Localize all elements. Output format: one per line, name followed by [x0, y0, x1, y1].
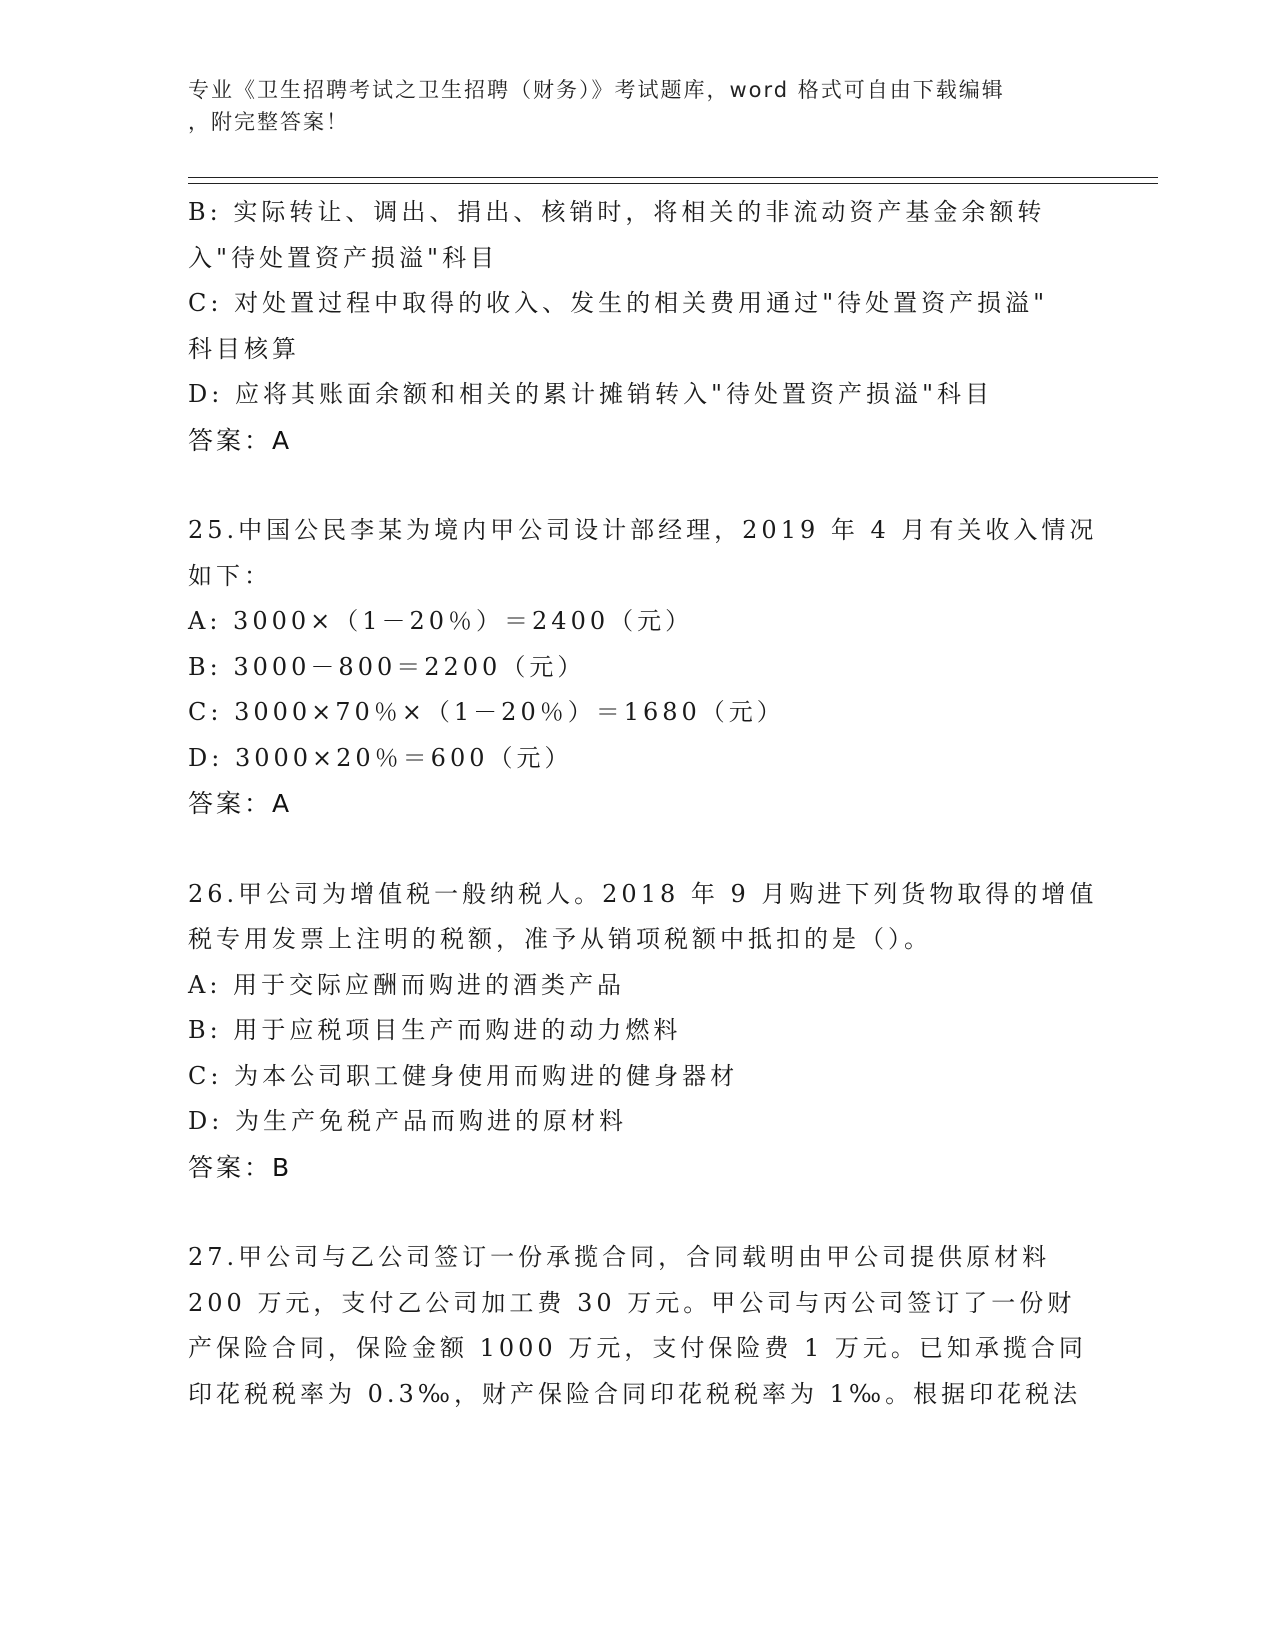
- q27-stem-line-1: 27.甲公司与乙公司签订一份承揽合同，合同载明由甲公司提供原材料: [188, 1243, 1051, 1271]
- header-divider-bottom: [188, 183, 1158, 184]
- q26-option-c: C: 为本公司职工健身使用而购进的健身器材: [188, 1061, 739, 1090]
- question-27-block: [188, 1235, 1088, 1417]
- spacer: [188, 463, 1088, 508]
- q26-stem-line-1: 26.甲公司为增值税一般纳税人。2018 年 9 月购进下列货物取得的增值: [188, 879, 1098, 908]
- question-24-block: [188, 190, 1088, 463]
- document-header: [188, 74, 1088, 138]
- document-body: [188, 190, 1098, 1417]
- q26-answer: 答案：B: [188, 1152, 293, 1182]
- q24-option-c-line-1: C: 对处置过程中取得的收入、发生的相关费用通过"待处置资产损溢": [188, 289, 1049, 317]
- q27-stem-line-3: 产保险合同，保险金额 1000 万元，支付保险费 1 万元。已知承揽合同: [188, 1334, 1087, 1362]
- q24-option-b-line-1: B: 实际转让、调出、捐出、核销时，将相关的非流动资产基金余额转: [188, 198, 1046, 226]
- q24-option-c-line-2: 科目核算: [188, 334, 300, 363]
- q25-option-b: B: 3000－800＝2200（元）: [188, 652, 586, 681]
- q25-stem-line-1: 25.中国公民李某为境内甲公司设计部经理，2019 年 4 月有关收入情况: [188, 516, 1098, 544]
- q25-stem-line-2: 如下：: [188, 561, 272, 590]
- spacer: [188, 1190, 1088, 1235]
- question-26-block: [188, 872, 1098, 1191]
- header-divider-top: [188, 177, 1158, 178]
- q27-stem-line-4: 印花税税率为 0.3‰，财产保险合同印花税税率为 1‰。根据印花税法: [188, 1379, 1082, 1408]
- q26-option-b: B: 用于应税项目生产而购进的动力燃料: [188, 1016, 682, 1044]
- q24-option-d: D: 应将其账面余额和相关的累计摊销转入"待处置资产损溢"科目: [188, 380, 994, 408]
- q25-option-c: C: 3000×70％×（1－20％）＝1680（元）: [188, 698, 785, 726]
- header-line-2: ，附完整答案！: [188, 110, 349, 134]
- q25-option-d: D: 3000×20％＝600（元）: [188, 743, 573, 772]
- spacer: [188, 827, 1088, 872]
- header-line-1: 专业《卫生招聘考试之卫生招聘（财务）》考试题库，word 格式可自由下载编辑: [188, 78, 1005, 102]
- q25-answer: 答案：A: [188, 789, 293, 818]
- question-25-block: [188, 508, 1098, 827]
- q26-option-d: D: 为生产免税产品而购进的原材料: [188, 1107, 627, 1135]
- q27-stem-line-2: 200 万元，支付乙公司加工费 30 万元。甲公司与丙公司签订了一份财: [188, 1288, 1076, 1317]
- q24-option-b-line-2: 入"待处置资产损溢"科目: [188, 243, 499, 272]
- q24-answer: 答案：A: [188, 425, 293, 455]
- q26-option-a: A: 用于交际应酬而购进的酒类产品: [188, 970, 626, 999]
- q26-stem-line-2: 税专用发票上注明的税额，准予从销项税额中抵扣的是（）。: [188, 925, 932, 953]
- q25-option-a: A: 3000×（1－20％）＝2400（元）: [188, 607, 694, 635]
